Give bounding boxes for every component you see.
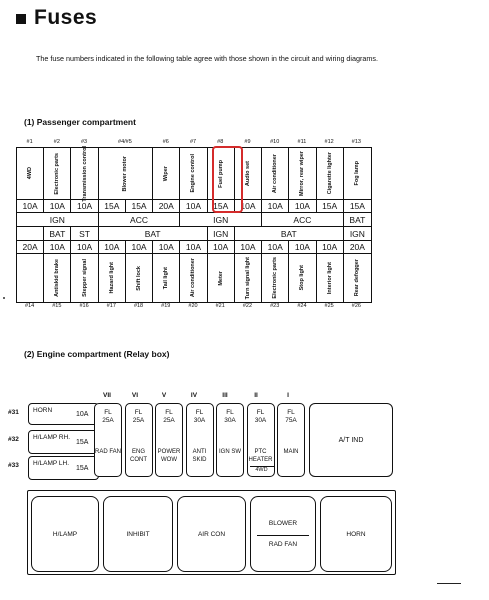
relay-fl-sub: 4WD: [250, 466, 274, 475]
bottom-label-cell: [317, 254, 344, 302]
section-engine: (2) Engine compartment (Relay box): [24, 349, 170, 359]
relay-fuse-number: #33: [8, 462, 19, 469]
bottom-label-cell: [99, 254, 126, 302]
power-source-cell: [17, 227, 44, 241]
relay-fuse-number: #32: [8, 436, 19, 443]
bottom-label-cell: [344, 254, 371, 302]
top-amp-cell: 10A: [289, 200, 316, 213]
fuse-number: #10: [270, 139, 280, 145]
top-label-cell: [317, 148, 344, 200]
fuse-number: #19: [161, 303, 171, 309]
relay-roman-numeral: IV: [190, 392, 198, 399]
relay-fl-top: FL: [256, 409, 265, 416]
top-label-cell: [262, 148, 289, 200]
bottom-label-cell: [153, 254, 180, 302]
bottom-amp-cell: 10A: [153, 241, 180, 254]
relay-fuse-amp: 15A: [76, 465, 89, 472]
power-source-cell: ST: [71, 227, 98, 241]
bottom-amp-cell: 10A: [99, 241, 126, 254]
relay-fuse-box: [28, 430, 99, 454]
relay-roman-numeral: VI: [131, 392, 139, 399]
relay-fuse-amp: 15A: [76, 439, 89, 446]
top-fuse-label: Air conditioner: [272, 153, 279, 194]
relay-bottom-box: [31, 496, 99, 572]
relay-bottom-label: INHIBIT: [126, 531, 150, 538]
page-rule: [437, 583, 461, 584]
fuse-number: #17: [106, 303, 116, 309]
section-passenger: (1) Passenger compartment: [24, 117, 136, 127]
relay-roman-numeral: VII: [103, 392, 111, 399]
relay-fl-box: [277, 403, 305, 477]
fuse-number: #24: [297, 303, 307, 309]
relay-fl-top: FL: [134, 409, 143, 416]
top-amp-cell: 15A: [344, 200, 371, 213]
fuse-number: #22: [242, 303, 253, 309]
fuse-number: #23: [270, 303, 280, 309]
relay-at-ind-box: [309, 403, 393, 477]
bottom-fuse-label: Tail light: [163, 266, 170, 290]
scan-dot: [3, 297, 5, 299]
bottom-amp-cell: 10A: [180, 241, 207, 254]
passenger-fuse-table: [16, 147, 372, 303]
top-amp-cell: 10A: [180, 200, 207, 213]
bottom-label-cell: [71, 254, 98, 302]
fuse-number: #20: [188, 303, 198, 309]
bottom-fuse-label: Hazard light: [108, 262, 115, 294]
bottom-label-cell: [289, 254, 316, 302]
fuse-number: #25: [324, 303, 334, 309]
bottom-label-cell: [235, 254, 262, 302]
bottom-fuse-label: Stepper signal: [81, 259, 88, 297]
bottom-fuse-label: Turn signal light: [244, 256, 251, 300]
relay-bottom-box: [103, 496, 173, 572]
top-label-cell: [289, 148, 316, 200]
bottom-amp-cell: 10A: [317, 241, 344, 254]
relay-fl-function: ANTI SKID: [192, 449, 207, 463]
bottom-fuse-label: Interior light: [326, 261, 333, 295]
top-fuse-label: Wiper: [163, 165, 170, 182]
bottom-fuse-label: Electronic parts: [272, 257, 279, 299]
relay-fuse-number: #31: [8, 409, 19, 416]
top-amp-cell: 10A: [17, 200, 44, 213]
top-fuse-label: Fog lamp: [354, 161, 361, 186]
relay-fl-box: [247, 403, 275, 477]
power-source-cell: BAT: [44, 227, 71, 241]
top-label-cell: [17, 148, 44, 200]
fuse-number: #4/#5: [118, 139, 132, 145]
power-source-cell: IGN: [344, 227, 371, 241]
relay-fl-box: [125, 403, 153, 477]
top-amp-cell: 15A: [317, 200, 344, 213]
fuse-number: #18: [133, 303, 144, 309]
fuse-number: #6: [162, 139, 169, 145]
bottom-amp-cell: 20A: [17, 241, 44, 254]
relay-roman-numeral: I: [287, 392, 289, 399]
top-fuse-label: Fuel pump: [217, 159, 224, 188]
relay-at-ind-label: A/T IND: [338, 437, 364, 444]
relay-fl-box: [186, 403, 214, 477]
top-fuse-label: Cigarette lighter: [326, 152, 333, 195]
bottom-fuse-label: Rear defogger: [354, 259, 361, 297]
bottom-fuse-label: Antiskid brake: [54, 259, 61, 297]
power-source-cell: BAT: [235, 227, 344, 241]
top-fuse-label: Transmission control: [81, 145, 88, 202]
relay-roman-numeral: V: [161, 392, 167, 399]
relay-fl-function: RAD FAN: [95, 449, 122, 455]
top-label-cell: [344, 148, 371, 200]
top-amp-cell: 10A: [235, 200, 262, 213]
relay-fl-top: FL: [226, 409, 234, 416]
bottom-amp-cell: 10A: [71, 241, 98, 254]
relay-fuse-label: H/LAMP RH.: [33, 434, 71, 441]
relay-fl-top: FL: [104, 409, 112, 416]
bottom-amp-cell: 10A: [235, 241, 262, 254]
bottom-label-cell: [44, 254, 71, 302]
top-fuse-label: Engine control: [190, 154, 197, 193]
relay-fl-amp: 30A: [224, 417, 236, 424]
top-fuse-label: Blower motor: [122, 155, 129, 192]
relay-fl-amp: 30A: [193, 417, 206, 424]
relay-fl-amp: 75A: [285, 417, 297, 424]
intro-text: The fuse numbers indicated in the following table agree with those shown in the circuit and wiring diagrams.: [36, 54, 378, 63]
top-label-cell: [99, 148, 153, 200]
relay-bottom-box: [320, 496, 392, 572]
fuse-number: #14: [25, 303, 35, 309]
bottom-amp-cell: 10A: [208, 241, 235, 254]
relay-fuse-box: [28, 403, 99, 425]
top-amp-cell: 15A: [126, 200, 153, 213]
title-bullet: [16, 14, 26, 24]
bottom-amp-cell: 20A: [344, 241, 371, 254]
bottom-label-cell: [262, 254, 289, 302]
relay-fl-amp: 25A: [163, 417, 175, 424]
relay-fl-amp: 25A: [132, 417, 145, 424]
bottom-amp-cell: 10A: [126, 241, 153, 254]
fuse-number: #1: [26, 139, 33, 145]
top-amp-cell: 20A: [153, 200, 180, 213]
bottom-label-cell: [17, 254, 44, 302]
relay-fuse-label: HORN: [33, 407, 53, 414]
top-fuse-label: Electronic parts: [54, 152, 61, 195]
relay-fl-amp: 25A: [102, 417, 114, 424]
bottom-amp-cell: 10A: [289, 241, 316, 254]
bottom-fuse-label: Meter: [217, 270, 224, 286]
power-source-cell: IGN: [180, 213, 262, 227]
top-fuse-label: Mirror, rear wiper: [299, 151, 306, 196]
fuse-number: #26: [351, 303, 361, 309]
fuse-number: #16: [79, 303, 89, 309]
top-amp-cell: 15A: [99, 200, 126, 213]
relay-bottom-box: [250, 496, 316, 572]
relay-fl-function: POWER WOW: [157, 449, 181, 463]
relay-bottom-box: [177, 496, 246, 572]
relay-bottom-label: H/LAMP: [52, 531, 78, 538]
bottom-amp-cell: 10A: [262, 241, 289, 254]
fuse-number: #15: [52, 303, 62, 309]
power-source-cell: ACC: [99, 213, 181, 227]
top-amp-cell: 10A: [262, 200, 289, 213]
top-label-cell: [71, 145, 98, 202]
relay-bottom-label: RAD FAN: [268, 541, 298, 548]
power-source-cell: ACC: [262, 213, 344, 227]
relay-fuse-box: [28, 456, 99, 480]
fuse-number: #2: [53, 139, 60, 145]
relay-fl-box: [216, 403, 244, 477]
fuse-number: #7: [189, 139, 197, 145]
fuse-number: #8: [217, 139, 224, 145]
relay-fuse-label: H/LAMP LH.: [33, 460, 70, 467]
relay-fl-function: PTC HEATER: [248, 449, 273, 463]
power-source-cell: IGN: [208, 227, 235, 241]
bottom-fuse-numbers: [16, 303, 370, 312]
power-source-cell: BAT: [99, 227, 208, 241]
relay-bottom-label: HORN: [346, 531, 366, 538]
top-fuse-label: 4WD: [27, 167, 34, 180]
bottom-fuse-label: Air conditioner: [190, 258, 197, 298]
relay-fl-box: [94, 403, 122, 477]
relay-roman-numeral: II: [254, 392, 258, 399]
relay-fl-box: [155, 403, 183, 477]
relay-fl-top: FL: [287, 409, 295, 416]
power-source-cell: IGN: [17, 213, 99, 227]
top-amp-cell: 10A: [44, 200, 71, 213]
relay-fl-function: MAIN: [283, 449, 299, 455]
relay-fl-amp: 30A: [254, 417, 267, 424]
top-label-cell: [44, 148, 71, 200]
bottom-label-cell: [126, 254, 153, 302]
relay-bottom-label: BLOWER: [268, 520, 298, 527]
relay-fl-top: FL: [165, 409, 173, 416]
bottom-label-cell: [208, 254, 235, 302]
relay-fl-top: FL: [195, 409, 204, 416]
relay-divider: [257, 535, 309, 536]
bottom-label-cell: [180, 254, 207, 302]
relay-roman-numeral: III: [222, 392, 228, 399]
bottom-fuse-label: Shift lock: [136, 265, 143, 291]
fuse-number: #21: [215, 303, 225, 309]
fuse-number: #11: [297, 139, 307, 145]
relay-fuse-amp: 10A: [76, 411, 89, 418]
power-source-cell: BAT: [344, 213, 371, 227]
fuse-number: #13: [351, 139, 361, 145]
page-title: Fuses: [34, 6, 98, 29]
top-amp-cell: 10A: [71, 200, 98, 213]
relay-bottom-label: AIR CON: [197, 531, 226, 538]
bottom-fuse-label: Stop light: [299, 265, 306, 291]
relay-fl-function: ENG CONT: [130, 449, 147, 463]
bottom-amp-cell: 10A: [44, 241, 71, 254]
fuse-number: #9: [244, 139, 251, 145]
top-fuse-label: Audio set: [244, 160, 251, 187]
top-label-cell: [153, 148, 180, 200]
relay-fl-function: IGN SW: [219, 449, 241, 455]
top-amp-cell: 15A: [208, 200, 235, 213]
fuse-number: #3: [81, 139, 88, 145]
fuse-number: #12: [324, 139, 334, 145]
fuel-pump-highlight: [212, 146, 243, 213]
top-label-cell: [180, 148, 207, 200]
